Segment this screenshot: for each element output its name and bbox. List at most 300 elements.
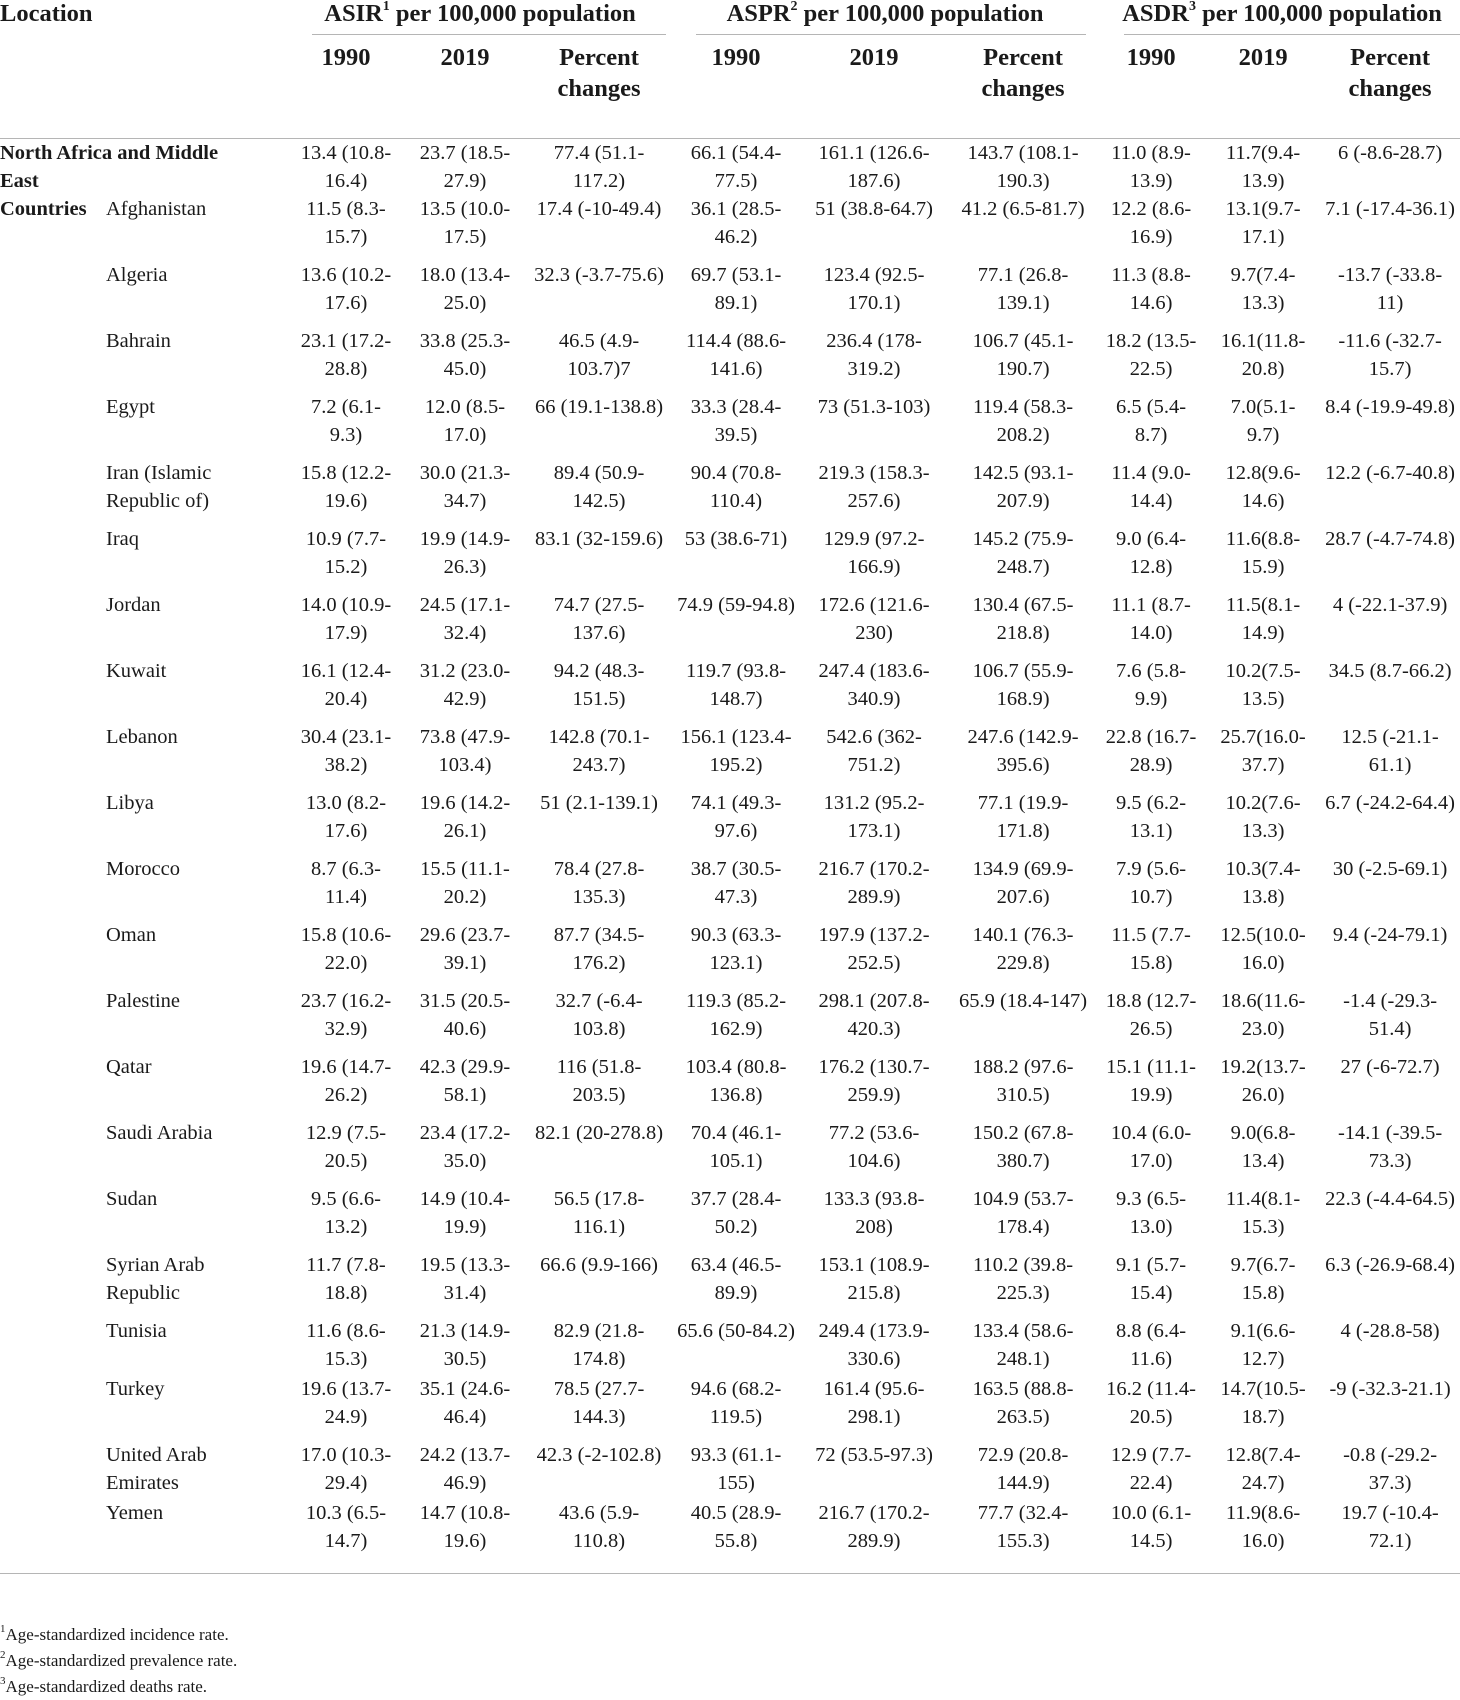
cell-line1: 11.9(8.6-	[1225, 1502, 1301, 1524]
cell-line2: 14.4)	[1129, 490, 1173, 512]
aspr-pct-cell	[950, 139, 1096, 195]
aspr-pct-cell	[950, 459, 1096, 525]
asir-1990-cell	[286, 1375, 406, 1441]
cell-line2: 171.8)	[996, 820, 1050, 842]
cell-line1: 12.8(9.6-	[1225, 462, 1301, 484]
asir-1990-cell	[286, 855, 406, 921]
cell-line2: 73.3)	[1368, 1150, 1412, 1172]
cell-line2: 50.2)	[714, 1216, 758, 1238]
asdr-pct-cell	[1320, 525, 1460, 591]
cell-line1: 9.1(6.6-	[1230, 1320, 1296, 1342]
cell-line1: 131.2 (95.2-	[823, 792, 925, 814]
table-row	[0, 1375, 1460, 1441]
cell-line2: 40.6)	[443, 1018, 487, 1040]
cell-line1: 77.2 (53.6-	[828, 1122, 920, 1144]
cell-line2: 15.3)	[1241, 1216, 1285, 1238]
asdr-1990-cell	[1096, 393, 1206, 459]
asir-pct-cell	[524, 1441, 674, 1499]
aspr-1990-cell	[674, 723, 798, 789]
category-spacer	[0, 393, 106, 459]
table-row	[0, 1053, 1460, 1119]
country-name	[106, 789, 286, 855]
asdr-footnote-ref: 3	[1188, 0, 1196, 14]
cell-line2: 15.2)	[324, 556, 368, 578]
cell-line1: 31.5 (20.5-	[419, 990, 511, 1012]
cell-line2: 103.7)7	[567, 358, 631, 380]
cell-line1: 66.1 (54.4-	[690, 142, 782, 164]
cell-line1: 216.7 (170.2-	[818, 858, 930, 880]
aspr-pct-cell	[950, 1317, 1096, 1375]
cell-line1: 23.7 (16.2-	[300, 990, 392, 1012]
cell-line2: 123.1)	[709, 952, 763, 974]
cell-line1: 4 (-28.8-58)	[1340, 1320, 1440, 1342]
cell-line2: 46.4)	[443, 1406, 487, 1428]
cell-line1: 77.1 (26.8-	[977, 264, 1069, 286]
aspr-pct-cell	[950, 525, 1096, 591]
cell-line2: 151.5)	[572, 688, 626, 710]
footnote-1-marker: 1	[0, 1623, 6, 1636]
cell-line2: 19.6)	[443, 1530, 487, 1552]
cell-line1: 27 (-6-72.7)	[1340, 1056, 1440, 1078]
asir-1990-cell	[286, 723, 406, 789]
cell-line1: 77.1 (19.9-	[977, 792, 1069, 814]
cell-line1: 19.5 (13.3-	[419, 1254, 511, 1276]
cell-line1: 8.7 (6.3-	[310, 858, 382, 880]
cell-line2: 9.7)	[1246, 424, 1280, 446]
cell-line1: 28.7 (-4.7-74.8)	[1325, 528, 1455, 550]
cell-line2: 110.4)	[709, 490, 763, 512]
cell-line1: 77.4 (51.1-	[553, 142, 645, 164]
aspr-2019-cell	[798, 987, 950, 1053]
cell-line1: 219.3 (158.3-	[818, 462, 930, 484]
cell-line1: 143.7 (108.1-	[967, 142, 1079, 164]
cell-line2: 37.3)	[1368, 1472, 1412, 1494]
region-name-line2: East	[0, 170, 39, 192]
aspr-pct-cell	[950, 1375, 1096, 1441]
cell-line1: 114.4 (88.6-	[686, 330, 787, 352]
cell-line2: 47.3)	[714, 886, 758, 908]
cell-line1: 9.1 (5.7-	[1116, 1254, 1187, 1276]
country-name-line2: Republic of)	[106, 490, 210, 512]
header-spacer	[0, 42, 286, 139]
aspr-2019-cell	[798, 525, 950, 591]
cell-line1: 10.4 (6.0-	[1110, 1122, 1192, 1144]
cell-line1: 12.5(10.0-	[1220, 924, 1306, 946]
asir-group-rule	[312, 34, 666, 35]
asdr-1990-cell	[1096, 723, 1206, 789]
aspr-1990-cell	[674, 1251, 798, 1317]
asdr-2019-cell	[1206, 261, 1320, 327]
country-name-line1: Oman	[106, 924, 157, 946]
country-name-line1: Algeria	[106, 264, 168, 286]
asir-2019-cell	[406, 1053, 524, 1119]
cell-line1: 42.3 (-2-102.8)	[536, 1444, 662, 1466]
asir-2019-cell	[406, 1499, 524, 1565]
category-spacer	[0, 723, 106, 789]
header-row-groups	[0, 0, 1460, 42]
cell-line1: 29.6 (23.7-	[419, 924, 511, 946]
pct-line2: changes	[981, 75, 1065, 102]
asdr-pct-cell	[1320, 921, 1460, 987]
cell-line1: 69.7 (53.1-	[690, 264, 782, 286]
asir-footnote-ref: 1	[382, 0, 390, 14]
aspr-pct-cell	[950, 1185, 1096, 1251]
cell-line2: 13.3)	[1241, 820, 1285, 842]
cell-line1: -0.8 (-29.2-	[1343, 1444, 1438, 1466]
cell-line2: 218.8)	[996, 622, 1050, 644]
cell-line2: 72.1)	[1368, 1530, 1412, 1552]
cell-line1: 142.5 (93.1-	[972, 462, 1074, 484]
cell-line1: 172.6 (121.6-	[818, 594, 930, 616]
cell-line1: 7.9 (5.6-	[1116, 858, 1187, 880]
asdr-1990-cell	[1096, 591, 1206, 657]
cell-line2: 174.8)	[572, 1348, 626, 1370]
asir-1990-cell	[286, 1499, 406, 1565]
table-row	[0, 525, 1460, 591]
cell-line1: 11.7 (7.8-	[306, 1254, 386, 1276]
category-spacer	[0, 855, 106, 921]
cell-line2: 17.0)	[443, 424, 487, 446]
cell-line2: 22.4)	[1129, 1472, 1173, 1494]
cell-line2: 77.5)	[714, 170, 758, 192]
cell-line1: 31.2 (23.0-	[419, 660, 511, 682]
pct-line2: changes	[1348, 75, 1432, 102]
category-spacer	[0, 1317, 106, 1375]
asdr-2019-cell	[1206, 195, 1320, 261]
cell-line1: 90.3 (63.3-	[690, 924, 782, 946]
asir-1990-cell	[286, 1053, 406, 1119]
cell-line1: 19.2(13.7-	[1220, 1056, 1306, 1078]
country-name-line1: Libya	[106, 792, 154, 814]
cell-line1: 110.2 (39.8-	[973, 1254, 1074, 1276]
cell-line2: 55.8)	[714, 1530, 758, 1552]
pct-line2: changes	[557, 75, 641, 102]
cell-line2: 17.0)	[1129, 1150, 1173, 1172]
cell-line1: 10.2(7.6-	[1225, 792, 1301, 814]
aspr-1990-cell	[674, 1317, 798, 1375]
country-name-line2: Republic	[106, 1282, 181, 1304]
cell-line1: 23.4 (17.2-	[419, 1122, 511, 1144]
cell-line2: 17.9)	[324, 622, 368, 644]
cell-line2: 176.2)	[572, 952, 626, 974]
aspr-1990-cell	[674, 657, 798, 723]
cell-line1: 16.2 (11.4-	[1106, 1378, 1196, 1400]
cell-line2: 263.5)	[996, 1406, 1050, 1428]
cell-line2: 13.0)	[1129, 1216, 1173, 1238]
cell-line1: 74.7 (27.5-	[553, 594, 645, 616]
aspr-1990-cell	[674, 139, 798, 195]
cell-line1: -13.7 (-33.8-	[1337, 264, 1443, 286]
cell-line1: 11.7(9.4-	[1225, 142, 1301, 164]
asir-1990-cell	[286, 327, 406, 393]
cell-line2: 24.7)	[1241, 1472, 1285, 1494]
country-name-line1: Iran (Islamic	[106, 462, 212, 484]
cell-line2: 22.5)	[1129, 358, 1173, 380]
aspr-1990-cell	[674, 789, 798, 855]
cell-line1: 176.2 (130.7-	[818, 1056, 930, 1078]
cell-line1: 77.7 (32.4-	[977, 1502, 1069, 1524]
aspr-1990-cell	[674, 1499, 798, 1565]
asir-pct-cell	[524, 591, 674, 657]
cell-line1: 11.4 (9.0-	[1111, 462, 1191, 484]
cell-line2: 137.6)	[572, 622, 626, 644]
country-name	[106, 1499, 286, 1565]
cell-line2: 243.7)	[572, 754, 626, 776]
cell-line1: 163.5 (88.8-	[972, 1378, 1074, 1400]
asdr-1990-cell	[1096, 1119, 1206, 1185]
cell-line2: 34.7)	[443, 490, 487, 512]
table-body	[0, 139, 1460, 1565]
asdr-1990-cell	[1096, 987, 1206, 1053]
asdr-pct-cell	[1320, 789, 1460, 855]
cell-line1: 70.4 (46.1-	[690, 1122, 782, 1144]
asdr-pct-cell	[1320, 261, 1460, 327]
asir-2019-cell	[406, 1317, 524, 1375]
cell-line1: 32.7 (-6.4-	[555, 990, 643, 1012]
aspr-1990-cell	[674, 855, 798, 921]
country-name-line1: Qatar	[106, 1056, 152, 1078]
aspr-pct-header	[950, 42, 1096, 139]
cell-line2: 144.3)	[572, 1406, 626, 1428]
header-row-columns	[0, 42, 1460, 139]
asir-pct-cell	[524, 525, 674, 591]
asir-pct-cell	[524, 393, 674, 459]
cell-line2: 13.9)	[1129, 170, 1173, 192]
asdr-1990-cell	[1096, 789, 1206, 855]
cell-line1: 12.0 (8.5-	[424, 396, 506, 418]
aspr-1990-cell	[674, 261, 798, 327]
asir-2019-cell	[406, 591, 524, 657]
cell-line2: 15.7)	[1368, 358, 1412, 380]
asdr-1990-cell	[1096, 459, 1206, 525]
cell-line1: 247.6 (142.9-	[967, 726, 1079, 748]
asdr-pct-cell	[1320, 327, 1460, 393]
aspr-label: ASPR	[726, 0, 791, 27]
cell-line1: 119.7 (93.8-	[686, 660, 787, 682]
cell-line2: 28.8)	[324, 358, 368, 380]
country-name	[106, 459, 286, 525]
cell-line2: 15.8)	[1129, 952, 1173, 974]
asdr-2019-cell	[1206, 723, 1320, 789]
cell-line2: 14.9)	[1241, 622, 1285, 644]
country-name	[106, 393, 286, 459]
asdr-2019-cell	[1206, 1317, 1320, 1375]
asir-2019-cell	[406, 1375, 524, 1441]
category-spacer	[0, 987, 106, 1053]
asir-2019-cell	[406, 139, 524, 195]
cell-line2: 319.2)	[847, 358, 901, 380]
cell-line1: 104.9 (53.7-	[972, 1188, 1074, 1210]
cell-line1: 63.4 (46.5-	[690, 1254, 782, 1276]
asir-pct-cell	[524, 657, 674, 723]
asir-1990-cell	[286, 261, 406, 327]
cell-line1: 9.0(6.8-	[1230, 1122, 1296, 1144]
aspr-pct-cell	[950, 1053, 1096, 1119]
asir-2019-cell	[406, 459, 524, 525]
cell-line2: 20.2)	[443, 886, 487, 908]
asir-1990-cell	[286, 459, 406, 525]
asir-pct-cell	[524, 1375, 674, 1441]
cell-line1: 18.8 (12.7-	[1105, 990, 1197, 1012]
table-row	[0, 1185, 1460, 1251]
aspr-1990-cell	[674, 327, 798, 393]
aspr-2019-cell	[798, 459, 950, 525]
cell-line1: 12.9 (7.5-	[305, 1122, 387, 1144]
cell-line1: 6 (-8.6-28.7)	[1337, 142, 1443, 164]
cell-line1: 8.8 (6.4-	[1116, 1320, 1187, 1342]
aspr-pct-cell	[950, 1499, 1096, 1565]
footnotes	[0, 1622, 237, 1700]
aspr-1990-cell	[674, 1053, 798, 1119]
asir-pct-cell	[524, 1119, 674, 1185]
cell-line1: 153.1 (108.9-	[818, 1254, 930, 1276]
asdr-1990-cell	[1096, 261, 1206, 327]
cell-line1: 9.5 (6.2-	[1116, 792, 1187, 814]
country-name-line1: Kuwait	[106, 660, 167, 682]
footnote-3-text: Age-standardized deaths rate.	[5, 1677, 208, 1696]
category-spacer	[0, 591, 106, 657]
cell-line1: 14.0 (10.9-	[300, 594, 392, 616]
asdr-pct-cell	[1320, 393, 1460, 459]
cell-line2: 15.8)	[1241, 1282, 1285, 1304]
cell-line1: 236.4 (178-	[826, 330, 922, 352]
table-row	[0, 459, 1460, 525]
cell-line2: 26.0)	[1241, 1084, 1285, 1106]
table-row	[0, 1441, 1460, 1499]
cell-line1: 134.9 (69.9-	[972, 858, 1074, 880]
cell-line1: 9.4 (-24-79.1)	[1332, 924, 1448, 946]
cell-line1: 13.1(9.7-	[1225, 198, 1301, 220]
cell-line1: 94.2 (48.3-	[553, 660, 645, 682]
country-name-line1: Afghanistan	[106, 198, 207, 220]
aspr-2019-cell	[798, 1185, 950, 1251]
cell-line1: 142.8 (70.1-	[548, 726, 650, 748]
asir-2019-cell	[406, 1185, 524, 1251]
asir-1990-cell	[286, 591, 406, 657]
cell-line1: 11.0 (8.9-	[1111, 142, 1191, 164]
asir-1990-cell	[286, 1251, 406, 1317]
asir-1990-cell	[286, 789, 406, 855]
country-name	[106, 657, 286, 723]
cell-line1: 16.1 (12.4-	[300, 660, 392, 682]
cell-line1: 7.6 (5.8-	[1116, 660, 1187, 682]
cell-line1: 15.8 (12.2-	[300, 462, 392, 484]
asdr-2019-cell	[1206, 1119, 1320, 1185]
cell-line2: 46.9)	[443, 1472, 487, 1494]
cell-line2: 162.9)	[709, 1018, 763, 1040]
cell-line1: 8.4 (-19.9-49.8)	[1325, 396, 1455, 418]
cell-line1: 13.0 (8.2-	[305, 792, 387, 814]
cell-line2: 26.1)	[443, 820, 487, 842]
cell-line1: 4 (-22.1-37.9)	[1332, 594, 1448, 616]
aspr-1990-cell	[674, 1375, 798, 1441]
cell-line1: 73.8 (47.9-	[419, 726, 511, 748]
cell-line2: 148.7)	[709, 688, 763, 710]
cell-line1: 6.7 (-24.2-64.4)	[1325, 792, 1455, 814]
cell-line1: 9.5 (6.6-	[310, 1188, 382, 1210]
cell-line2: 8.7)	[1134, 424, 1168, 446]
asdr-pct-cell	[1320, 1499, 1460, 1565]
asir-pct-cell	[524, 1251, 674, 1317]
country-name	[106, 1441, 286, 1499]
cell-line1: 19.9 (14.9-	[419, 528, 511, 550]
cell-line2: 26.3)	[443, 556, 487, 578]
cell-line2: 155)	[717, 1472, 755, 1494]
country-name-line1: Egypt	[106, 396, 155, 418]
country-name-line1: Syrian Arab	[106, 1254, 205, 1276]
cell-line1: 130.4 (67.5-	[972, 594, 1074, 616]
cell-line2: 9.9)	[1134, 688, 1168, 710]
asir-pct-cell	[524, 459, 674, 525]
cell-line1: 72 (53.5-97.3)	[815, 1444, 933, 1466]
cell-line1: 11.4(8.1-	[1225, 1188, 1301, 1210]
asir-pct-cell	[524, 987, 674, 1053]
cell-line2: 26.5)	[1129, 1018, 1173, 1040]
cell-line1: 10.0 (6.1-	[1110, 1502, 1192, 1524]
cell-line2: 310.5)	[996, 1084, 1050, 1106]
cell-line2: 32.4)	[443, 622, 487, 644]
asdr-group-header	[1096, 0, 1460, 42]
cell-line2: 13.1)	[1129, 820, 1173, 842]
cell-line1: 161.1 (126.6-	[818, 142, 930, 164]
table-row	[0, 327, 1460, 393]
asir-2019-cell	[406, 1119, 524, 1185]
cell-line2: 12.7)	[1241, 1348, 1285, 1370]
cell-line2: 13.8)	[1241, 886, 1285, 908]
cell-line1: 9.0 (6.4-	[1116, 528, 1187, 550]
cell-line2: 103.4)	[438, 754, 492, 776]
category-spacer	[0, 1185, 106, 1251]
cell-line2: 395.6)	[996, 754, 1050, 776]
cell-line1: 13.6 (10.2-	[300, 264, 392, 286]
asir-pct-cell	[524, 723, 674, 789]
cell-line1: 15.5 (11.1-	[420, 858, 510, 880]
asir-2019-cell	[406, 525, 524, 591]
footnote-2-text: Age-standardized prevalence rate.	[5, 1651, 238, 1670]
cell-line1: 53 (38.6-71)	[684, 528, 788, 550]
aspr-1990-cell	[674, 195, 798, 261]
cell-line1: 40.5 (28.9-	[690, 1502, 782, 1524]
cell-line2: 58.1)	[443, 1084, 487, 1106]
asdr-1990-cell	[1096, 327, 1206, 393]
cell-line1: -11.6 (-32.7-	[1338, 330, 1442, 352]
cell-line1: 6.5 (5.4-	[1116, 396, 1187, 418]
aspr-1990-cell	[674, 459, 798, 525]
asdr-1990-cell	[1096, 1185, 1206, 1251]
cell-line2: 420.3)	[847, 1018, 901, 1040]
cell-line2: 15.3)	[324, 1348, 368, 1370]
cell-line1: 129.9 (97.2-	[823, 528, 925, 550]
aspr-pct-cell	[950, 195, 1096, 261]
cell-line2: 13.2)	[324, 1216, 368, 1238]
asdr-2019-cell	[1206, 855, 1320, 921]
aspr-1990-header: 1990	[711, 44, 761, 71]
aspr-pct-cell	[950, 657, 1096, 723]
cell-line2: 16.9)	[1129, 226, 1173, 248]
asdr-pct-header	[1320, 42, 1460, 139]
asdr-1990-cell	[1096, 855, 1206, 921]
cell-line1: 56.5 (17.8-	[553, 1188, 645, 1210]
cell-line2: 19.6)	[324, 490, 368, 512]
cell-line1: 43.6 (5.9-	[558, 1502, 640, 1524]
asdr-1990-cell	[1096, 1441, 1206, 1499]
asir-2019-cell	[406, 987, 524, 1053]
cell-line2: 89.9)	[714, 1282, 758, 1304]
cell-line2: 141.6)	[709, 358, 763, 380]
cell-line2: 248.7)	[996, 556, 1050, 578]
asir-1990-cell	[286, 393, 406, 459]
cell-line1: 188.2 (97.6-	[972, 1056, 1074, 1078]
